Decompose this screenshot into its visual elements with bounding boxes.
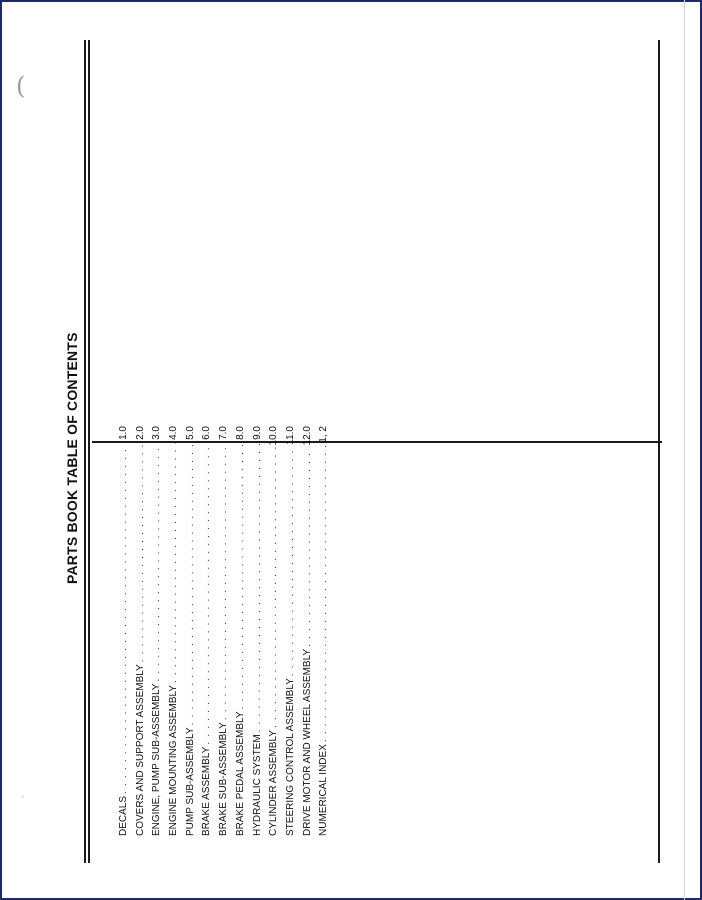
toc-entry-label: PUMP SUB-ASSEMBLY bbox=[184, 727, 196, 836]
toc-entry bbox=[233, 426, 250, 836]
toc-leader-dots bbox=[300, 447, 317, 646]
toc-entry-page: 9.0 bbox=[251, 426, 263, 440]
toc-entry bbox=[199, 426, 216, 836]
toc-entry-label: DRIVE MOTOR AND WHEEL ASSEMBLY bbox=[301, 648, 313, 836]
toc-entry-page: 2.0 bbox=[134, 426, 146, 440]
toc-entry bbox=[166, 426, 183, 836]
toc-leader-dots bbox=[233, 442, 250, 710]
toc-entry-label: BRAKE ASSEMBLY bbox=[201, 746, 213, 836]
toc-entry-page: 3.0 bbox=[151, 426, 163, 440]
page-title: PARTS BOOK TABLE OF CONTENTS bbox=[64, 332, 80, 584]
toc-leader-dots bbox=[166, 442, 183, 683]
toc-entry-page: 8.0 bbox=[234, 426, 246, 440]
toc-entry bbox=[149, 426, 166, 836]
toc-entry-page: 1, 2 bbox=[318, 426, 330, 443]
toc-entry-label: DECALS bbox=[118, 795, 129, 836]
toc-entry bbox=[183, 426, 200, 836]
table-of-contents bbox=[116, 426, 333, 836]
toc-entry-label: BRAKE SUB-ASSEMBLY bbox=[218, 722, 230, 836]
toc-entry-label: STEERING CONTROL ASSEMBLY bbox=[284, 678, 296, 836]
toc-entry bbox=[300, 426, 317, 836]
toc-entry bbox=[316, 426, 333, 836]
toc-leader-dots bbox=[183, 442, 200, 726]
toc-entry-label: COVERS AND SUPPORT ASSEMBLY bbox=[134, 664, 146, 836]
toc-entry-page: 7.0 bbox=[218, 426, 230, 440]
toc-entry-page: 6.0 bbox=[201, 426, 213, 440]
toc-entry bbox=[116, 426, 133, 836]
toc-leader-dots bbox=[199, 442, 216, 745]
toc-entry-page: 5.0 bbox=[184, 426, 196, 440]
toc-leader-dots bbox=[116, 442, 133, 794]
toc-entry bbox=[216, 426, 233, 836]
toc-entry-label: BRAKE PEDAL ASSEMBLY bbox=[234, 711, 246, 836]
toc-leader-dots bbox=[149, 442, 166, 682]
toc-entry bbox=[283, 426, 300, 836]
scan-smudge-mark: ( bbox=[16, 72, 26, 100]
toc-entry bbox=[250, 426, 267, 836]
toc-entry-label: NUMERICAL INDEX bbox=[318, 744, 330, 836]
toc-entry-page: 12.0 bbox=[301, 426, 313, 446]
toc-leader-dots bbox=[250, 442, 267, 732]
scan-speck-mark: · bbox=[21, 790, 25, 804]
toc-leader-dots bbox=[266, 447, 283, 728]
toc-entry-page: 4.0 bbox=[168, 426, 180, 440]
toc-leader-dots bbox=[216, 442, 233, 720]
toc-entry-label: ENGINE MOUNTING ASSEMBLY bbox=[168, 685, 180, 836]
toc-leader-dots bbox=[316, 445, 333, 742]
toc-entry-label: ENGINE, PUMP SUB-ASSEMBLY bbox=[151, 683, 163, 836]
toc-entry bbox=[266, 426, 283, 836]
toc-entry-page: 1.0 bbox=[118, 426, 129, 440]
toc-entry-page: 11.0 bbox=[284, 426, 296, 445]
toc-entry-label: CYLINDER ASSEMBLY bbox=[268, 730, 280, 836]
toc-entry-label: HYDRAULIC SYSTEM bbox=[251, 734, 263, 836]
toc-entry bbox=[133, 426, 150, 836]
toc-entry-page: 10.0 bbox=[268, 426, 280, 446]
toc-leader-dots bbox=[283, 447, 300, 676]
toc-leader-dots bbox=[133, 442, 150, 662]
